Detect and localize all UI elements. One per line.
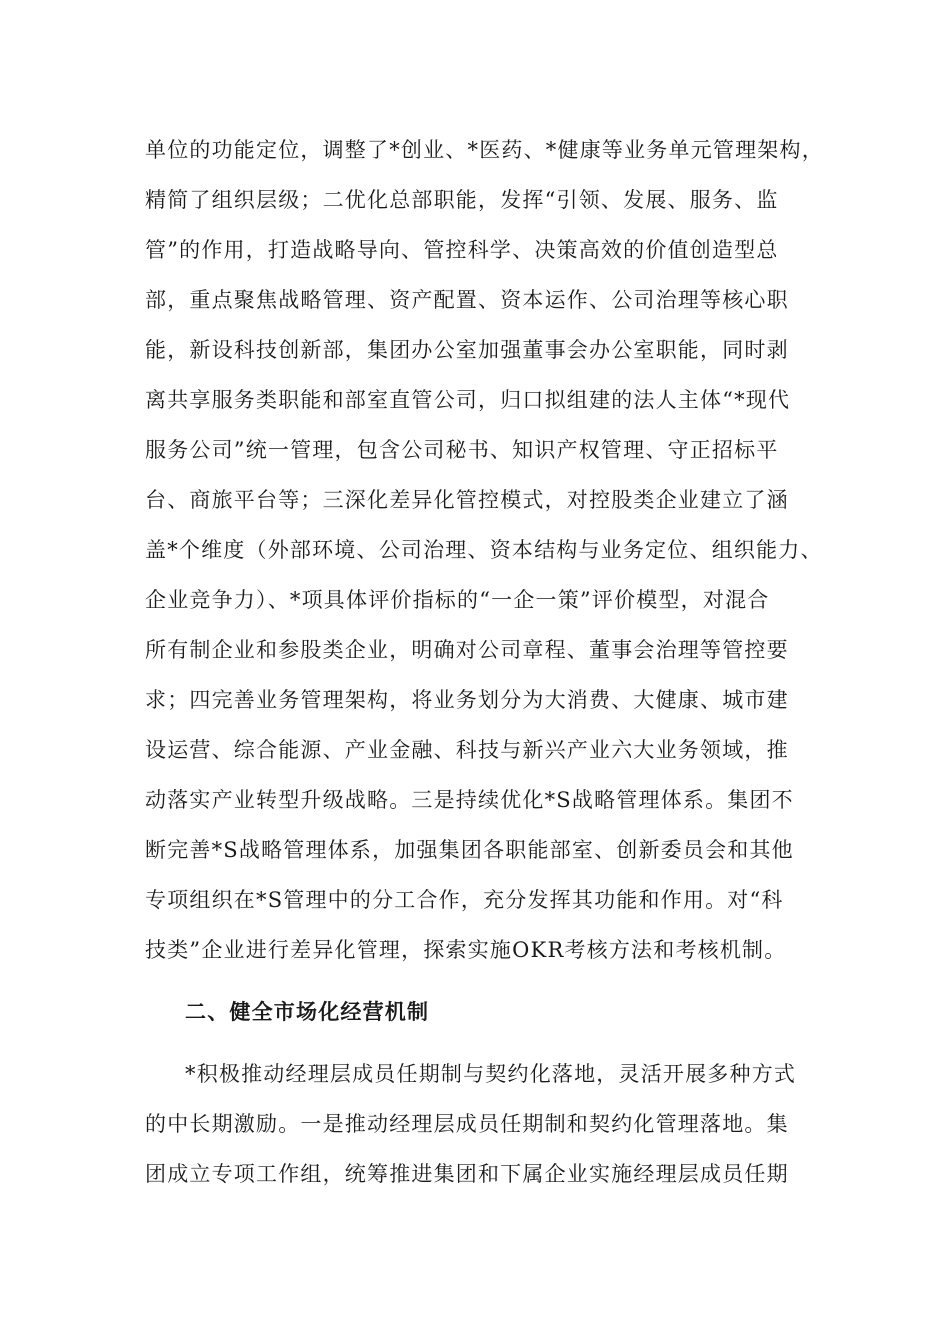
body-line: 技类”企业进行差异化管理，探索实施OKR考核方法和考核机制。 [145, 938, 787, 962]
body-line: 专项组织在*S管理中的分工合作，充分发挥其功能和作用。对“科 [145, 888, 784, 912]
body-line: 单位的功能定位，调整了*创业、*医药、*健康等业务单元管理架构， [145, 138, 824, 162]
body-line: 所有制企业和参股类企业，明确对公司章程、董事会治理等管控要 [145, 638, 789, 662]
body-line: 求；四完善业务管理架构，将业务划分为大消费、大健康、城市建 [145, 688, 789, 712]
body-line: *积极推动经理层成员任期制与契约化落地，灵活开展多种方式 [185, 1062, 797, 1086]
body-line: 盖*个维度（外部环境、公司治理、资本结构与业务定位、组织能力、 [145, 538, 823, 562]
body-line: 能，新设科技创新部，集团办公室加强董事会办公室职能，同时剥 [145, 338, 789, 362]
body-line: 管”的作用，打造战略导向、管控科学、决策高效的价值创造型总 [145, 238, 779, 262]
body-line: 动落实产业转型升级战略。三是持续优化*S战略管理体系。集团不 [145, 788, 794, 812]
body-line: 服务公司”统一管理，包含公司秘书、知识产权管理、守正招标平 [145, 438, 779, 462]
body-line: 企业竞争力）、*项具体评价指标的“一企一策”评价模型，对混合 [145, 588, 770, 612]
body-line: 团成立专项工作组，统筹推进集团和下属企业实施经理层成员任期 [145, 1162, 789, 1186]
body-line: 离共享服务类职能和部室直管公司，归口拟组建的法人主体“*现代 [145, 388, 791, 412]
body-line: 的中长期激励。一是推动经理层成员任期制和契约化管理落地。集 [145, 1112, 789, 1136]
body-line: 部，重点聚焦战略管理、资产配置、资本运作、公司治理等核心职 [145, 288, 789, 312]
section-heading: 二、健全市场化经营机制 [185, 1000, 430, 1024]
body-line: 台、商旅平台等；三深化差异化管控模式，对控股类企业建立了涵 [145, 488, 789, 512]
body-line: 精简了组织层级；二优化总部职能，发挥“引领、发展、服务、监 [145, 188, 779, 212]
body-line: 设运营、综合能源、产业金融、科技与新兴产业六大业务领域，推 [145, 738, 789, 762]
body-line: 断完善*S战略管理体系，加强集团各职能部室、创新委员会和其他 [145, 838, 794, 862]
